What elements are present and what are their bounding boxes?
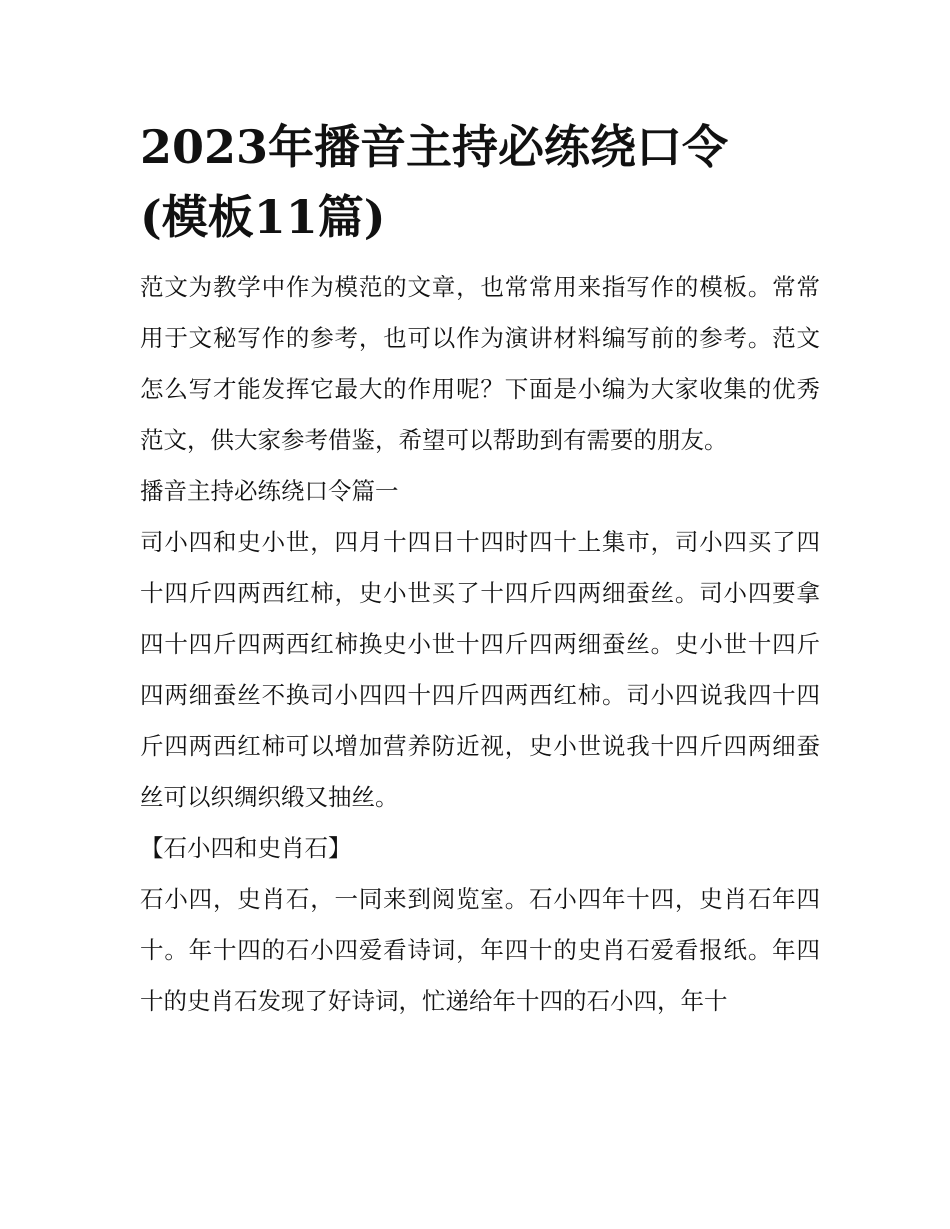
- intro-paragraph: 范文为教学中作为模范的文章，也常常用来指写作的模板。常常用于文秘写作的参考，也可以作为演讲材料编写前的参考。范文怎么写才能发挥它最大的作用呢？下面是小编为大家收集的优秀范文，供大家参考借鉴，希望可以帮助到有需要的朋友。: [140, 273, 820, 454]
- section-2-heading: 【石小四和史肖石】: [140, 834, 352, 862]
- document-page: [140, 112, 820, 1027]
- section-1-heading: 播音主持必练绕口令篇一: [140, 477, 399, 505]
- title-line-1: 2023年播音主持必练绕口令: [140, 120, 729, 174]
- document-title: [140, 112, 820, 252]
- title-line-2: (模板11篇): [140, 190, 386, 244]
- section-2-paragraph: 石小四，史肖石，一同来到阅览室。石小四年十四，史肖石年四十。年十四的石小四爱看诗词，年四十的史肖石爱看报纸。年四十的史肖石发现了好诗词，忙递给年十四的石小四，年十: [140, 885, 820, 1015]
- section-1-paragraph: 司小四和史小世，四月十四日十四时四十上集市，司小四买了四十四斤四两西红柿，史小世买了十四斤四两细蚕丝。司小四要拿四十四斤四两西红柿换史小世十四斤四两细蚕丝。史小世十四斤四两细蚕丝不换司小四四十四斤四两西红柿。司小四说我四十四斤四两西红柿可以增加营养防近视，史小世说我十四斤四两细蚕丝可以织绸织缎又抽丝。: [140, 528, 820, 811]
